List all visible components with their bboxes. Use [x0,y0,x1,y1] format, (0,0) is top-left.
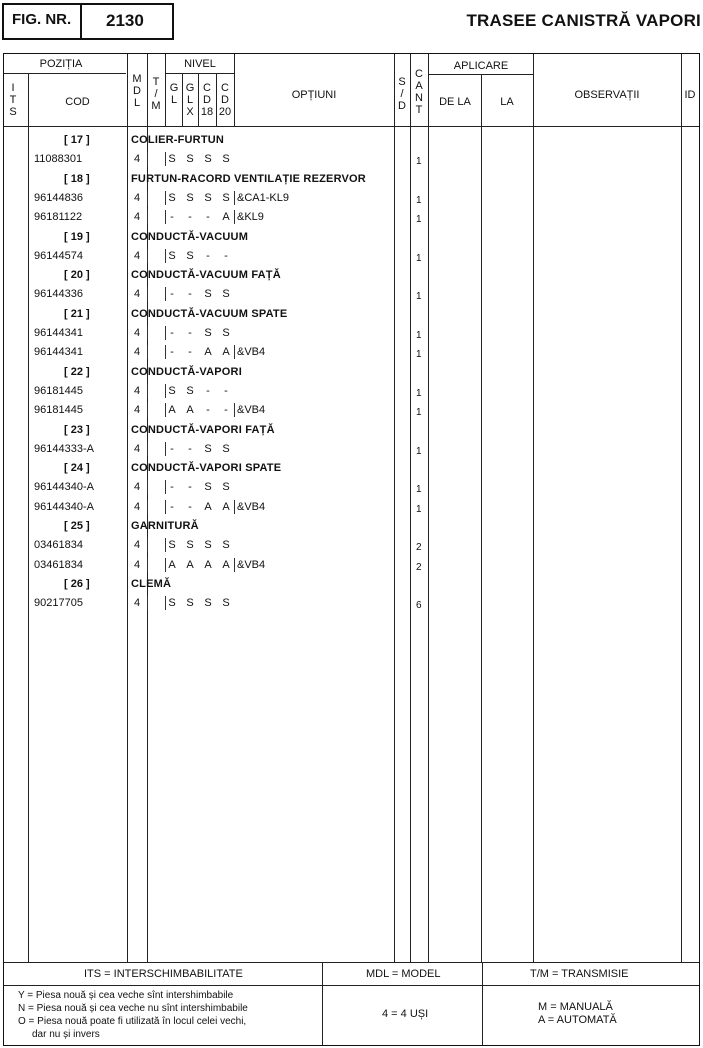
part-quantity: 1 [416,484,422,495]
position-number: [ 19 ] [64,231,90,243]
legend-y: Y = Piesa nouă și cea veche sînt intershimbabile [18,990,234,1001]
rule-nivel [166,73,234,74]
legend-manual: M = MANUALĂ [538,1001,613,1013]
level-value: S [168,153,176,165]
part-option: &KL9 [237,211,264,223]
vline-cd18 [216,74,217,126]
part-model: 4 [134,559,141,571]
part-quantity: 1 [416,214,422,225]
col-cd20: C D 20 [218,82,232,118]
row-tick-mdl [147,326,148,340]
vline-optiuni [394,54,395,962]
position-number: [ 21 ] [64,308,90,320]
vline-tm [165,54,166,126]
parts-table-frame [3,53,700,1046]
level-value: - [170,443,174,455]
part-code: 96144333-A [34,443,94,455]
position-number: [ 23 ] [64,424,90,436]
row-tick-mdl [147,345,148,359]
vline-cant [428,54,429,962]
level-value: S [204,597,212,609]
col-aplicare: APLICARE [453,60,509,72]
level-value: S [168,539,176,551]
level-value: S [222,153,230,165]
legend-n: N = Piesa nouă și cea veche nu sînt intershimbabile [18,1003,248,1014]
level-value: - [206,404,210,416]
position-number: [ 18 ] [64,173,90,185]
part-quantity: 1 [416,291,422,302]
part-quantity: 1 [416,330,422,341]
part-code: 96144574 [34,250,83,262]
level-value: A [222,559,230,571]
level-value: S [186,597,194,609]
row-tick-opt [234,403,235,417]
level-value: S [204,288,212,300]
level-value: - [170,327,174,339]
part-option: &VB4 [237,559,266,571]
level-value: S [186,385,194,397]
rule-pozitia [4,73,126,74]
level-value: A [168,404,176,416]
rule-footer-mid [4,985,699,986]
part-code: 96181445 [34,404,83,416]
rule-header-bottom [4,126,699,127]
vline-glx [198,74,199,126]
level-value: A [186,559,194,571]
level-value: S [222,443,230,455]
part-code: 03461834 [34,559,83,571]
position-description: CONDUCTĂ-VAPORI [131,366,242,378]
level-value: - [188,211,192,223]
part-quantity: 2 [416,562,422,573]
part-model: 4 [134,597,141,609]
position-description: CLEMĂ [131,578,172,590]
level-value: S [204,153,212,165]
position-number: [ 22 ] [64,366,90,378]
page-title: TRASEE CANISTRĂ VAPORI [466,11,701,30]
level-value: A [204,501,212,513]
level-value: - [206,385,210,397]
col-cd18: C D 18 [200,82,214,118]
row-tick-mdl [147,403,148,417]
level-value: S [204,539,212,551]
legend-o: O = Piesa nouă poate fi utilizată în locul celei vechi, [18,1016,247,1027]
row-tick-mdl [147,480,148,494]
part-quantity: 1 [416,388,422,399]
level-value: - [188,501,192,513]
level-value: A [186,404,194,416]
part-code: 96144340-A [34,501,94,513]
level-value: A [222,346,230,358]
part-model: 4 [134,211,141,223]
row-tick-mdl [147,152,148,166]
part-model: 4 [134,443,141,455]
vline-its [28,73,29,962]
part-code: 03461834 [34,539,83,551]
part-model: 4 [134,192,141,204]
part-option: &VB4 [237,404,266,416]
part-model: 4 [134,288,141,300]
legend-mdl: MDL = MODEL [366,968,441,980]
vline-cod [127,54,128,962]
row-tick-mdl [147,538,148,552]
level-value: S [204,327,212,339]
position-description: GARNITURĂ [131,520,199,532]
position-number: [ 25 ] [64,520,90,532]
position-number: [ 26 ] [64,578,90,590]
level-value: S [222,288,230,300]
level-value: S [222,481,230,493]
part-quantity: 1 [416,253,422,264]
level-value: A [168,559,176,571]
level-value: - [188,288,192,300]
level-value: S [222,539,230,551]
position-description: COLIER-FURTUN [131,134,225,146]
part-model: 4 [134,385,141,397]
part-quantity: 1 [416,156,422,167]
row-tick-mdl [147,191,148,205]
level-value: - [188,327,192,339]
col-nivel: NIVEL [184,58,216,70]
row-tick-mdl [147,596,148,610]
level-value: A [204,559,212,571]
level-value: A [222,211,230,223]
part-option: &VB4 [237,346,266,358]
part-model: 4 [134,346,141,358]
level-value: S [222,327,230,339]
row-tick-mdl [147,384,148,398]
legend-o-cont: dar nu și invers [32,1029,100,1040]
col-its: I T S [9,82,17,118]
row-tick-mdl [147,500,148,514]
level-value: S [168,385,176,397]
position-number: [ 24 ] [64,462,90,474]
part-quantity: 1 [416,349,422,360]
level-value: - [170,288,174,300]
level-value: S [168,250,176,262]
figure-label: FIG. NR. [12,11,72,28]
level-value: S [186,192,194,204]
col-observatii: OBSERVAȚII [574,89,640,101]
col-glx: G L X [185,82,195,118]
part-quantity: 1 [416,195,422,206]
col-cant: C A N T [415,68,423,116]
row-tick-opt [234,210,235,224]
row-tick-mdl [147,287,148,301]
part-code: 96144340-A [34,481,94,493]
level-value: - [206,211,210,223]
level-value: - [188,443,192,455]
row-tick-mdl [147,558,148,572]
part-quantity: 6 [416,600,422,611]
level-value: S [168,192,176,204]
level-value: A [222,501,230,513]
vline-footer-1 [322,962,323,1045]
figure-number: 2130 [106,11,144,30]
col-tm: T / M [151,76,161,112]
level-value: - [224,404,228,416]
part-option: &CA1-KL9 [237,192,289,204]
part-quantity: 1 [416,446,422,457]
position-description: CONDUCTĂ-VACUUM SPATE [131,308,288,320]
position-description: CONDUCTĂ-VAPORI FAȚĂ [131,424,275,436]
position-description: CONDUCTĂ-VAPORI SPATE [131,462,282,474]
part-quantity: 2 [416,542,422,553]
vline-sd [410,54,411,962]
col-mdl: M D L [132,73,142,109]
level-value: - [224,250,228,262]
position-description: CONDUCTĂ-VACUUM [131,231,249,243]
level-value: S [204,481,212,493]
part-code: 96181445 [34,385,83,397]
level-value: S [186,250,194,262]
col-de-la: DE LA [439,96,471,108]
level-value: S [186,153,194,165]
level-value: - [170,211,174,223]
row-tick-mdl [147,442,148,456]
col-cod: COD [65,96,90,108]
part-model: 4 [134,404,141,416]
col-gl: G L [169,82,179,106]
level-value: S [222,597,230,609]
part-quantity: 1 [416,504,422,515]
figure-box-divider [80,3,82,40]
vline-cd20 [234,54,235,126]
col-optiuni: OPȚIUNI [291,89,337,101]
level-value: A [204,346,212,358]
part-model: 4 [134,153,141,165]
vline-observatii [681,54,682,962]
part-model: 4 [134,327,141,339]
rule-footer-top [4,962,699,963]
part-model: 4 [134,501,141,513]
position-number: [ 20 ] [64,269,90,281]
col-id: ID [684,89,696,101]
vline-la [533,54,534,962]
legend-tm: T/M = TRANSMISIE [530,968,629,980]
level-value: S [204,443,212,455]
legend-model-value: 4 = 4 UȘI [382,1008,429,1020]
position-number: [ 17 ] [64,134,90,146]
part-option: &VB4 [237,501,266,513]
col-pozitia: POZIȚIA [39,58,83,70]
part-code: 96181122 [34,211,83,223]
row-tick-mdl [147,210,148,224]
level-value: S [168,597,176,609]
level-value: - [206,250,210,262]
vline-gl [182,74,183,126]
part-code: 90217705 [34,597,83,609]
level-value: S [186,539,194,551]
row-tick-opt [234,500,235,514]
part-code: 96144336 [34,288,83,300]
row-tick-opt [234,558,235,572]
vline-footer-2 [482,962,483,1045]
row-tick-opt [234,191,235,205]
level-value: S [222,192,230,204]
level-value: S [204,192,212,204]
level-value: - [188,346,192,358]
row-tick-opt [234,345,235,359]
part-model: 4 [134,539,141,551]
part-code: 96144341 [34,346,83,358]
part-code: 96144836 [34,192,83,204]
level-value: - [188,481,192,493]
row-tick-mdl [147,249,148,263]
level-value: - [170,501,174,513]
col-sd: S / D [398,76,406,112]
legend-auto: A = AUTOMATĂ [538,1014,617,1026]
position-description: CONDUCTĂ-VACUUM FAȚĂ [131,269,281,281]
legend-its: ITS = INTERSCHIMBABILITATE [84,968,243,980]
level-value: - [224,385,228,397]
position-description: FURTUN-RACORD VENTILAȚIE REZERVOR [131,173,366,185]
part-quantity: 1 [416,407,422,418]
level-value: - [170,346,174,358]
level-value: - [170,481,174,493]
part-model: 4 [134,481,141,493]
part-code: 11088301 [34,153,83,165]
part-code: 96144341 [34,327,83,339]
part-model: 4 [134,250,141,262]
col-la: LA [500,96,514,108]
vline-de-la [481,74,482,962]
